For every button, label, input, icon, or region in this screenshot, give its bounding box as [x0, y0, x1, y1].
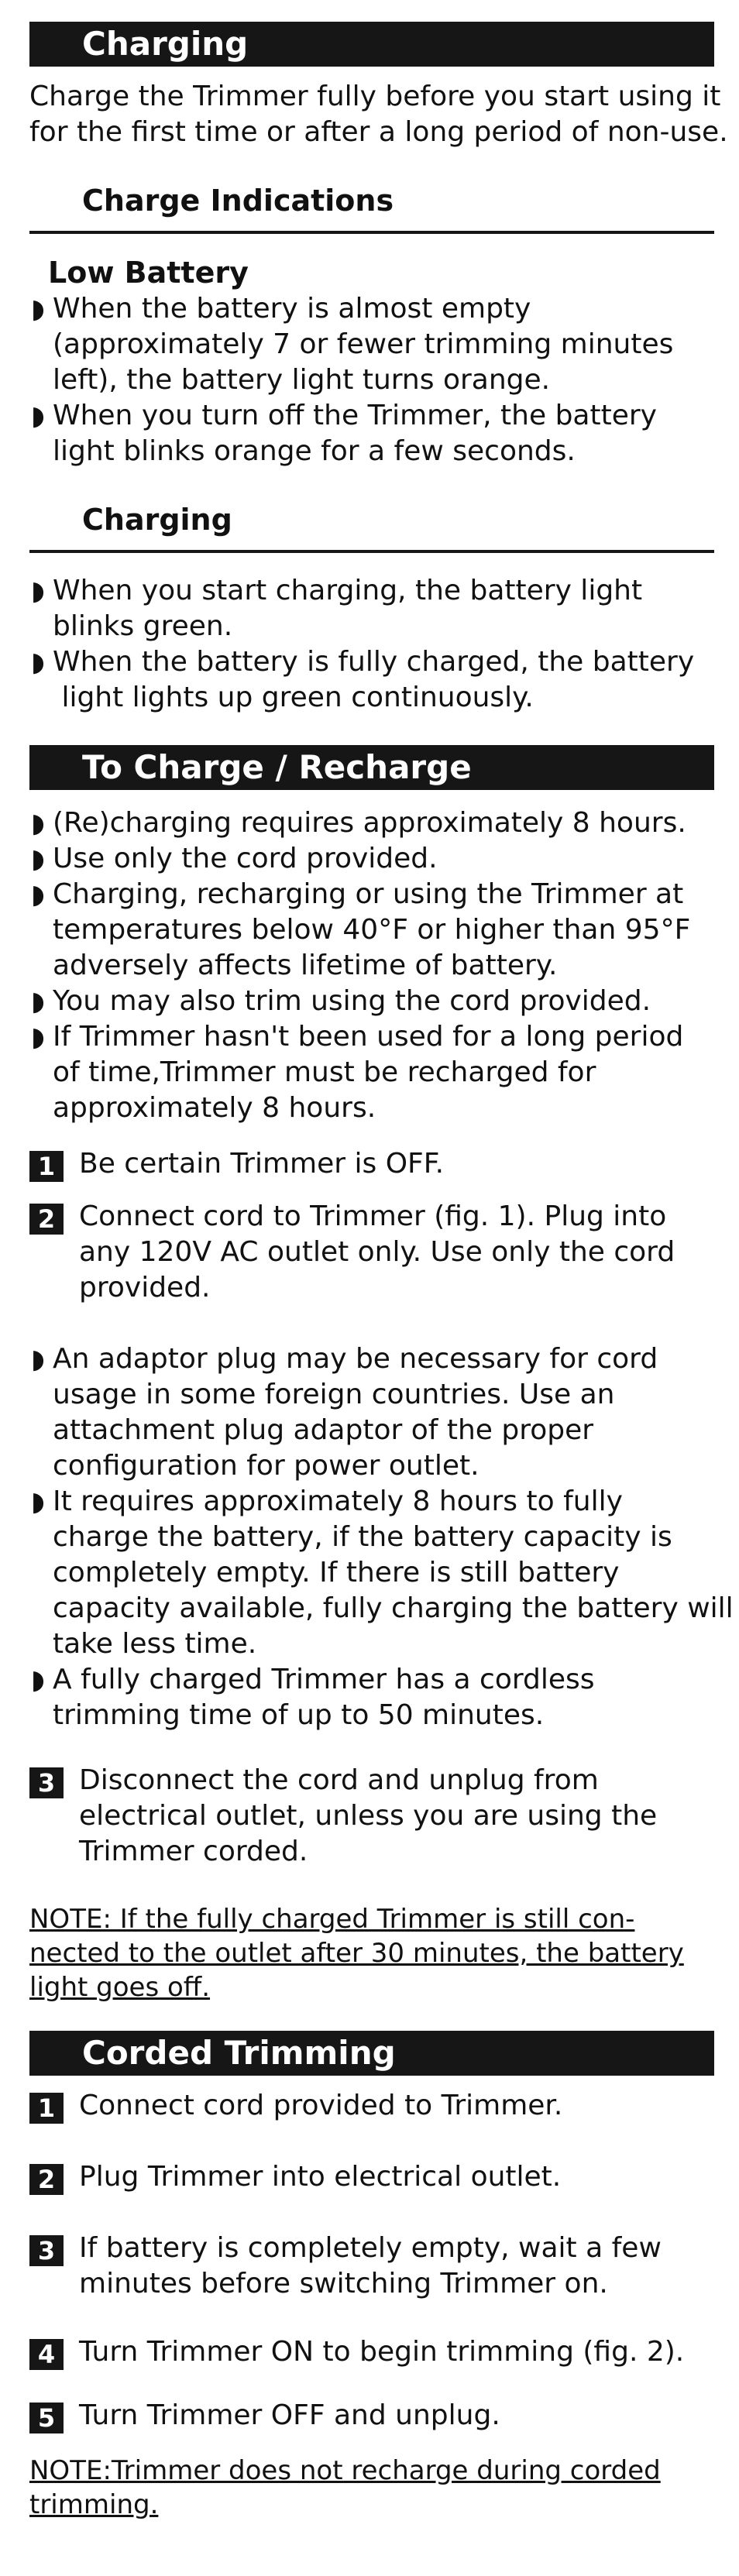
bullet-icon: ◗	[31, 1486, 45, 1517]
bullet-line: light lights up green continuously.	[53, 682, 534, 713]
step-number-badge: 4	[29, 2339, 64, 2370]
bullet-line: blinks green.	[53, 610, 233, 642]
subheading-charge-indications: Charge Indications	[29, 177, 714, 234]
recharge-note-line-2: nected to the outlet after 30 minutes, the battery	[29, 1938, 684, 1969]
bullet-line: usage in some foreign countries. Use an	[53, 1379, 615, 1410]
bullet-line: If Trimmer hasn't been used for a long period	[53, 1021, 684, 1053]
bullet-line: When you turn off the Trimmer, the battery	[53, 400, 657, 431]
section-title-corded-trimming: Corded Trimming	[29, 2031, 714, 2076]
step-number-badge: 2	[29, 1204, 64, 1235]
bullet-line: take less time.	[53, 1628, 257, 1660]
bullet-line: When the battery is fully charged, the battery	[53, 646, 695, 678]
bullet-line: It requires approximately 8 hours to fully	[53, 1485, 623, 1517]
step-line: any 120V AC outlet only. Use only the cord	[79, 1236, 675, 1268]
section-title-charging: Charging	[29, 22, 714, 67]
bullet-line: You may also trim using the cord provided.	[53, 985, 651, 1017]
step-line: minutes before switching Trimmer on.	[79, 2268, 608, 2300]
step-number-badge: 3	[29, 1767, 64, 1798]
step-line: provided.	[79, 1272, 211, 1303]
bullet-icon: ◗	[31, 1664, 45, 1695]
bullet-line: (approximately 7 or fewer trimming minutes	[53, 328, 674, 360]
bullet-line: configuration for power outlet.	[53, 1450, 479, 1482]
bullet-icon: ◗	[31, 1344, 45, 1375]
charging-intro-line-1: Charge the Trimmer fully before you start using it	[29, 81, 721, 112]
bullet-line: When you start charging, the battery light	[53, 575, 643, 606]
bullet-line: Use only the cord provided.	[53, 843, 438, 874]
bullet-icon: ◗	[31, 1022, 45, 1053]
step-number-badge: 1	[29, 2093, 64, 2124]
recharge-note-line-3: light goes off.	[29, 1972, 211, 2003]
step-line: Connect cord to Trimmer (fig. 1). Plug into	[79, 1200, 667, 1232]
corded-note-line-1: NOTE:Trimmer does not recharge during corded	[29, 2455, 661, 2486]
bullet-icon: ◗	[31, 400, 45, 431]
bullet-line: light blinks orange for a few seconds.	[53, 435, 576, 467]
bullet-icon: ◗	[31, 575, 45, 606]
step-line: Plug Trimmer into electrical outlet.	[79, 2161, 562, 2193]
bullet-line: adversely affects lifetime of battery.	[53, 950, 558, 981]
bullet-line: of time,Trimmer must be recharged for	[53, 1056, 596, 1088]
step-number-badge: 1	[29, 1151, 64, 1182]
bullet-line: attachment plug adaptor of the proper	[53, 1414, 594, 1446]
bullet-line: Charging, recharging or using the Trimmer at	[53, 878, 684, 910]
charging-intro-line-2: for the first time or after a long period of non-use.	[29, 116, 728, 148]
bullet-line: (Re)charging requires approximately 8 hours.	[53, 807, 686, 839]
bullet-line: charge the battery, if the battery capacity is	[53, 1521, 672, 1553]
bullet-icon: ◗	[31, 808, 45, 839]
step-number-badge: 2	[29, 2164, 64, 2195]
bullet-line: A fully charged Trimmer has a cordless	[53, 1664, 595, 1695]
recharge-note-line-1: NOTE: If the fully charged Trimmer is still con-	[29, 1904, 635, 1935]
bullet-icon: ◗	[31, 647, 45, 678]
step-line: electrical outlet, unless you are using the	[79, 1800, 658, 1832]
bullet-line: completely empty. If there is still battery	[53, 1557, 620, 1589]
bullet-icon: ◗	[31, 879, 45, 910]
bullet-line: An adaptor plug may be necessary for cord	[53, 1343, 658, 1375]
step-line: Disconnect the cord and unplug from	[79, 1764, 599, 1796]
bullet-line: temperatures below 40°F or higher than 95°F	[53, 914, 691, 946]
step-line: Turn Trimmer ON to begin trimming (fig. 2).	[79, 2336, 685, 2368]
bullet-line: left), the battery light turns orange.	[53, 364, 551, 396]
bullet-icon: ◗	[31, 986, 45, 1017]
bullet-line: trimming time of up to 50 minutes.	[53, 1699, 545, 1731]
section-title-recharge: To Charge / Recharge	[29, 745, 714, 790]
bullet-line: When the battery is almost empty	[53, 293, 531, 325]
bullet-icon: ◗	[31, 843, 45, 874]
corded-note-line-2: trimming.	[29, 2489, 159, 2520]
step-line: Trimmer corded.	[79, 1836, 308, 1867]
step-number-badge: 3	[29, 2235, 64, 2266]
bullet-line: approximately 8 hours.	[53, 1092, 376, 1124]
step-number-badge: 5	[29, 2403, 64, 2433]
subheading-charging: Charging	[29, 496, 714, 553]
step-line: Connect cord provided to Trimmer.	[79, 2090, 563, 2121]
bullet-line: capacity available, fully charging the battery will	[53, 1592, 734, 1624]
minor-heading-low-battery: Low Battery	[48, 256, 249, 290]
bullet-icon: ◗	[31, 294, 45, 325]
step-line: If battery is completely empty, wait a few	[79, 2232, 662, 2264]
step-line: Be certain Trimmer is OFF.	[79, 1148, 445, 1180]
step-line: Turn Trimmer OFF and unplug.	[79, 2399, 500, 2431]
